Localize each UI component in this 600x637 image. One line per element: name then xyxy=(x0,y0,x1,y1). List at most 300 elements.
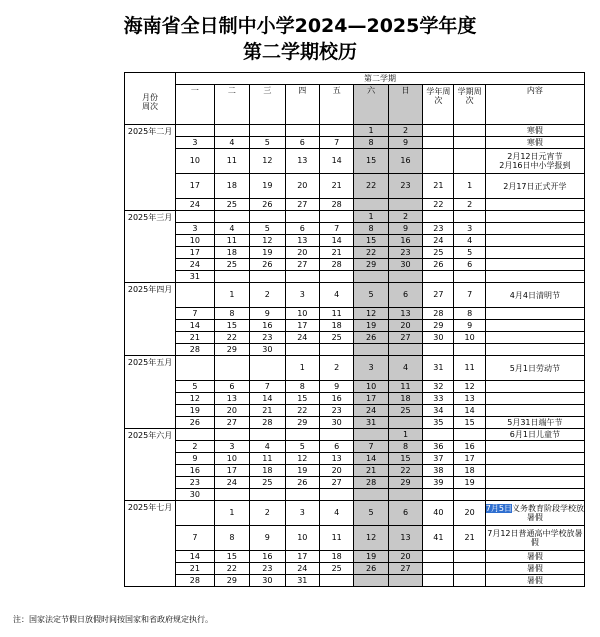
day-cell: 17 xyxy=(354,393,388,405)
day-cell xyxy=(354,271,388,283)
day-cell: 14 xyxy=(354,453,388,465)
day-cell xyxy=(176,125,215,137)
school-week-cell xyxy=(423,429,454,441)
day-cell: 6 xyxy=(319,441,353,453)
day-cell xyxy=(176,283,215,308)
calendar-row xyxy=(125,381,585,393)
day-cell: 18 xyxy=(214,174,249,199)
day-cell: 3 xyxy=(285,501,319,526)
semester-week-cell: 1 xyxy=(454,174,485,199)
day-cell xyxy=(354,429,388,441)
school-week-cell: 38 xyxy=(423,465,454,477)
day-cell xyxy=(214,429,249,441)
day-cell: 10 xyxy=(176,149,215,174)
day-cell: 30 xyxy=(250,344,285,356)
school-week-header: 学年周次 xyxy=(423,85,454,125)
day-cell: 24 xyxy=(285,332,319,344)
calendar-row xyxy=(125,551,585,563)
semester-week-cell: 2 xyxy=(454,199,485,211)
semester-week-cell: 15 xyxy=(454,417,485,429)
day-cell: 1 xyxy=(354,211,388,223)
day-cell: 30 xyxy=(388,259,422,271)
day-cell: 4 xyxy=(319,501,353,526)
day-cell: 10 xyxy=(285,308,319,320)
day-cell: 13 xyxy=(319,453,353,465)
day-cell: 31 xyxy=(176,271,215,283)
day-cell: 14 xyxy=(250,393,285,405)
month-header-label: 月份 xyxy=(142,93,159,102)
day-cell: 3 xyxy=(354,356,388,381)
day-cell: 2 xyxy=(388,211,422,223)
day-cell: 27 xyxy=(319,477,353,489)
day-cell: 21 xyxy=(176,563,215,575)
day-cell: 3 xyxy=(285,283,319,308)
semester-week-cell xyxy=(454,137,485,149)
calendar-row xyxy=(125,199,585,211)
day-cell: 29 xyxy=(214,575,249,587)
month-label: 2025年四月 xyxy=(125,283,176,356)
day-cell: 7 xyxy=(319,223,353,235)
day-cell: 8 xyxy=(214,526,249,551)
content-cell xyxy=(485,441,584,453)
day-cell xyxy=(214,125,249,137)
day-cell: 14 xyxy=(319,235,353,247)
content-text: 4月4日清明节 xyxy=(509,290,560,300)
day-cell: 2 xyxy=(250,501,285,526)
calendar-row xyxy=(125,211,585,223)
month-label: 2025年六月 xyxy=(125,429,176,501)
day-cell: 17 xyxy=(176,174,215,199)
day-cell: 1 xyxy=(354,125,388,137)
day-cell: 20 xyxy=(388,320,422,332)
calendar-row xyxy=(125,405,585,417)
semester-week-cell: 18 xyxy=(454,465,485,477)
day-cell: 7 xyxy=(176,308,215,320)
day-cell: 10 xyxy=(285,526,319,551)
calendar-row xyxy=(125,247,585,259)
calendar-row xyxy=(125,223,585,235)
school-week-cell: 37 xyxy=(423,453,454,465)
day-cell: 17 xyxy=(285,551,319,563)
school-week-cell: 29 xyxy=(423,320,454,332)
day-cell: 29 xyxy=(214,344,249,356)
day-cell: 4 xyxy=(319,283,353,308)
day-cell: 23 xyxy=(250,563,285,575)
day-cell: 23 xyxy=(250,332,285,344)
day-cell: 10 xyxy=(354,381,388,393)
content-cell xyxy=(485,575,584,587)
day-cell: 21 xyxy=(176,332,215,344)
content-text: 寒假 xyxy=(526,126,543,135)
day-cell: 23 xyxy=(319,405,353,417)
day-cell: 19 xyxy=(176,405,215,417)
day-cell: 5 xyxy=(285,441,319,453)
day-cell: 3 xyxy=(176,137,215,149)
day-cell: 30 xyxy=(250,575,285,587)
day-cell: 15 xyxy=(354,235,388,247)
calendar-row xyxy=(125,356,585,381)
day-cell: 4 xyxy=(388,356,422,381)
semester-week-cell: 4 xyxy=(454,235,485,247)
day-cell: 5 xyxy=(250,137,285,149)
school-week-cell: 39 xyxy=(423,477,454,489)
day-cell: 19 xyxy=(285,465,319,477)
day-cell: 25 xyxy=(214,199,249,211)
day-cell: 28 xyxy=(319,199,353,211)
day-cell: 30 xyxy=(319,417,353,429)
day-header: 四 xyxy=(285,85,319,125)
day-cell: 8 xyxy=(388,441,422,453)
day-cell: 26 xyxy=(354,332,388,344)
content-cell xyxy=(485,356,584,381)
day-cell: 15 xyxy=(354,149,388,174)
day-cell: 7 xyxy=(354,441,388,453)
day-cell: 27 xyxy=(388,332,422,344)
day-cell xyxy=(285,211,319,223)
day-cell xyxy=(354,489,388,501)
day-cell: 31 xyxy=(285,575,319,587)
day-cell xyxy=(388,271,422,283)
day-cell: 18 xyxy=(388,393,422,405)
calendar-row xyxy=(125,501,585,526)
day-cell xyxy=(388,489,422,501)
day-cell: 28 xyxy=(354,477,388,489)
calendar-row xyxy=(125,477,585,489)
day-cell: 26 xyxy=(250,259,285,271)
day-cell xyxy=(250,489,285,501)
content-text: 暑假 xyxy=(526,552,543,561)
day-cell: 18 xyxy=(214,247,249,259)
day-cell xyxy=(250,125,285,137)
day-cell xyxy=(250,356,285,381)
content-cell xyxy=(485,149,584,174)
calendar-row xyxy=(125,465,585,477)
day-cell xyxy=(319,344,353,356)
semester-week-cell xyxy=(454,125,485,137)
semester-week-cell: 3 xyxy=(454,223,485,235)
content-text: 暑假 xyxy=(526,564,543,573)
day-cell: 21 xyxy=(250,405,285,417)
day-cell: 20 xyxy=(319,465,353,477)
semester-week-header: 学期周次 xyxy=(454,85,485,125)
day-cell: 29 xyxy=(354,259,388,271)
footnote: 注：国家法定节假日放假时间按国家和省政府规定执行。 xyxy=(13,615,213,624)
day-header: 一 xyxy=(176,85,215,125)
day-cell xyxy=(214,356,249,381)
semester-week-cell: 10 xyxy=(454,332,485,344)
day-cell: 1 xyxy=(214,283,249,308)
day-cell: 21 xyxy=(319,247,353,259)
day-cell: 2 xyxy=(176,441,215,453)
day-cell xyxy=(176,429,215,441)
content-cell xyxy=(485,344,584,356)
day-cell xyxy=(354,575,388,587)
day-cell xyxy=(285,429,319,441)
day-header: 日 xyxy=(388,85,422,125)
day-cell: 27 xyxy=(214,417,249,429)
day-cell: 20 xyxy=(285,247,319,259)
day-header: 二 xyxy=(214,85,249,125)
day-cell: 3 xyxy=(176,223,215,235)
calendar-row xyxy=(125,563,585,575)
day-cell: 25 xyxy=(250,477,285,489)
day-cell: 18 xyxy=(319,551,353,563)
day-cell: 16 xyxy=(250,320,285,332)
semester-week-cell xyxy=(454,344,485,356)
semester-header: 第二学期 xyxy=(176,73,585,85)
day-cell: 23 xyxy=(176,477,215,489)
day-cell: 21 xyxy=(319,174,353,199)
content-text: 7月12日普通高中学校放暑假 xyxy=(487,529,583,547)
semester-week-cell xyxy=(454,149,485,174)
semester-week-cell xyxy=(454,489,485,501)
school-week-cell: 24 xyxy=(423,235,454,247)
day-cell: 24 xyxy=(214,477,249,489)
day-cell: 16 xyxy=(250,551,285,563)
calendar-body xyxy=(125,125,585,587)
day-cell xyxy=(250,271,285,283)
day-cell: 5 xyxy=(354,283,388,308)
semester-week-cell: 7 xyxy=(454,283,485,308)
calendar-row xyxy=(125,174,585,199)
day-cell: 12 xyxy=(354,308,388,320)
day-cell: 13 xyxy=(214,393,249,405)
day-header: 五 xyxy=(319,85,353,125)
day-cell: 29 xyxy=(285,417,319,429)
school-week-cell: 26 xyxy=(423,259,454,271)
day-header: 三 xyxy=(250,85,285,125)
content-cell xyxy=(485,526,584,551)
day-cell: 25 xyxy=(319,332,353,344)
calendar-row xyxy=(125,308,585,320)
content-text: 5月1日劳动节 xyxy=(509,363,560,373)
day-cell: 20 xyxy=(285,174,319,199)
day-cell: 19 xyxy=(354,320,388,332)
semester-week-cell: 12 xyxy=(454,381,485,393)
day-cell xyxy=(214,489,249,501)
school-week-cell: 36 xyxy=(423,441,454,453)
calendar-row xyxy=(125,453,585,465)
day-cell: 7 xyxy=(176,526,215,551)
day-cell xyxy=(319,271,353,283)
day-cell: 13 xyxy=(285,149,319,174)
highlighted-date: 7月5日 xyxy=(485,504,512,513)
day-cell xyxy=(319,575,353,587)
school-week-cell xyxy=(423,271,454,283)
calendar-row xyxy=(125,441,585,453)
day-cell: 11 xyxy=(250,453,285,465)
content-cell xyxy=(485,551,584,563)
school-week-cell xyxy=(423,551,454,563)
day-cell: 5 xyxy=(250,223,285,235)
day-cell: 3 xyxy=(214,441,249,453)
semester-week-cell xyxy=(454,271,485,283)
school-calendar-table xyxy=(124,72,585,587)
day-cell: 28 xyxy=(176,344,215,356)
content-header: 内容 xyxy=(485,85,584,125)
day-cell xyxy=(319,125,353,137)
day-cell: 24 xyxy=(354,405,388,417)
day-cell xyxy=(354,199,388,211)
day-cell: 14 xyxy=(176,320,215,332)
day-cell: 25 xyxy=(214,259,249,271)
semester-week-cell: 13 xyxy=(454,393,485,405)
content-text: 2月17日正式开学 xyxy=(503,181,567,191)
day-cell: 28 xyxy=(176,575,215,587)
day-cell: 6 xyxy=(285,223,319,235)
day-cell: 13 xyxy=(388,308,422,320)
semester-week-cell xyxy=(454,551,485,563)
content-cell xyxy=(485,199,584,211)
day-cell: 9 xyxy=(388,137,422,149)
content-cell xyxy=(485,381,584,393)
day-cell: 10 xyxy=(214,453,249,465)
day-cell: 27 xyxy=(388,563,422,575)
content-text: 义务教育阶段学校放暑假 xyxy=(511,504,584,522)
day-cell: 26 xyxy=(354,563,388,575)
day-cell: 22 xyxy=(354,174,388,199)
calendar-row xyxy=(125,526,585,551)
day-cell: 8 xyxy=(214,308,249,320)
day-cell: 26 xyxy=(176,417,215,429)
school-week-cell xyxy=(423,125,454,137)
day-cell: 31 xyxy=(354,417,388,429)
content-cell xyxy=(485,247,584,259)
day-cell: 23 xyxy=(388,174,422,199)
day-cell: 11 xyxy=(388,381,422,393)
school-week-cell: 30 xyxy=(423,332,454,344)
day-cell: 4 xyxy=(250,441,285,453)
day-cell: 22 xyxy=(354,247,388,259)
content-cell xyxy=(485,174,584,199)
day-cell: 11 xyxy=(319,308,353,320)
semester-week-cell xyxy=(454,563,485,575)
day-cell: 4 xyxy=(214,137,249,149)
day-cell: 21 xyxy=(354,465,388,477)
day-cell: 19 xyxy=(250,247,285,259)
school-week-cell: 25 xyxy=(423,247,454,259)
day-cell: 26 xyxy=(285,477,319,489)
content-cell xyxy=(485,259,584,271)
day-cell: 24 xyxy=(285,563,319,575)
day-cell xyxy=(176,356,215,381)
semester-week-cell: 19 xyxy=(454,477,485,489)
content-cell xyxy=(485,405,584,417)
day-cell: 27 xyxy=(285,259,319,271)
day-cell xyxy=(354,344,388,356)
page-title: 海南省全日制中小学2024—2025学年度 xyxy=(123,15,477,37)
day-cell: 25 xyxy=(388,405,422,417)
content-cell xyxy=(485,211,584,223)
day-cell: 14 xyxy=(176,551,215,563)
day-cell xyxy=(388,575,422,587)
day-cell: 28 xyxy=(319,259,353,271)
day-cell: 1 xyxy=(214,501,249,526)
day-cell: 1 xyxy=(388,429,422,441)
calendar-row xyxy=(125,320,585,332)
content-cell xyxy=(485,465,584,477)
day-cell xyxy=(388,199,422,211)
day-cell: 22 xyxy=(214,332,249,344)
day-cell: 11 xyxy=(319,526,353,551)
day-cell: 22 xyxy=(388,465,422,477)
school-week-cell: 41 xyxy=(423,526,454,551)
school-week-cell: 21 xyxy=(423,174,454,199)
content-cell xyxy=(485,283,584,308)
school-week-cell: 34 xyxy=(423,405,454,417)
school-week-cell xyxy=(423,575,454,587)
day-cell: 6 xyxy=(285,137,319,149)
content-cell xyxy=(485,332,584,344)
day-cell: 18 xyxy=(319,320,353,332)
content-text: 6月1日儿童节 xyxy=(509,430,560,439)
calendar-row xyxy=(125,271,585,283)
school-week-cell: 32 xyxy=(423,381,454,393)
semester-week-cell xyxy=(454,575,485,587)
day-cell xyxy=(388,417,422,429)
school-week-cell: 35 xyxy=(423,417,454,429)
day-cell: 25 xyxy=(319,563,353,575)
day-cell: 9 xyxy=(176,453,215,465)
day-cell: 6 xyxy=(388,283,422,308)
day-header: 六 xyxy=(354,85,388,125)
day-cell: 1 xyxy=(285,356,319,381)
day-cell xyxy=(250,211,285,223)
month-label: 2025年三月 xyxy=(125,211,176,283)
day-cell: 28 xyxy=(250,417,285,429)
day-cell: 17 xyxy=(176,247,215,259)
semester-week-cell: 8 xyxy=(454,308,485,320)
calendar-row xyxy=(125,417,585,429)
calendar-row xyxy=(125,489,585,501)
content-cell xyxy=(485,489,584,501)
day-cell: 14 xyxy=(319,149,353,174)
content-cell xyxy=(485,501,584,526)
calendar-row xyxy=(125,429,585,441)
calendar-row xyxy=(125,344,585,356)
semester-week-cell: 6 xyxy=(454,259,485,271)
school-week-cell xyxy=(423,489,454,501)
calendar-row xyxy=(125,137,585,149)
calendar-row xyxy=(125,575,585,587)
page-subtitle: 第二学期校历 xyxy=(242,41,357,63)
school-week-cell xyxy=(423,149,454,174)
content-cell xyxy=(485,137,584,149)
day-cell: 22 xyxy=(214,563,249,575)
day-cell: 18 xyxy=(250,465,285,477)
day-cell: 12 xyxy=(176,393,215,405)
day-cell: 15 xyxy=(388,453,422,465)
semester-week-cell: 14 xyxy=(454,405,485,417)
day-cell xyxy=(319,429,353,441)
day-cell: 12 xyxy=(354,526,388,551)
day-cell xyxy=(319,489,353,501)
semester-week-cell xyxy=(454,429,485,441)
day-cell: 22 xyxy=(285,405,319,417)
semester-week-cell: 16 xyxy=(454,441,485,453)
day-cell xyxy=(285,125,319,137)
day-cell: 19 xyxy=(250,174,285,199)
content-cell xyxy=(485,563,584,575)
content-text: 寒假 xyxy=(526,138,543,147)
day-cell: 24 xyxy=(176,199,215,211)
school-week-cell: 23 xyxy=(423,223,454,235)
day-cell: 2 xyxy=(250,283,285,308)
day-cell: 6 xyxy=(214,381,249,393)
day-cell: 9 xyxy=(250,526,285,551)
day-cell: 16 xyxy=(388,235,422,247)
day-cell: 12 xyxy=(250,235,285,247)
